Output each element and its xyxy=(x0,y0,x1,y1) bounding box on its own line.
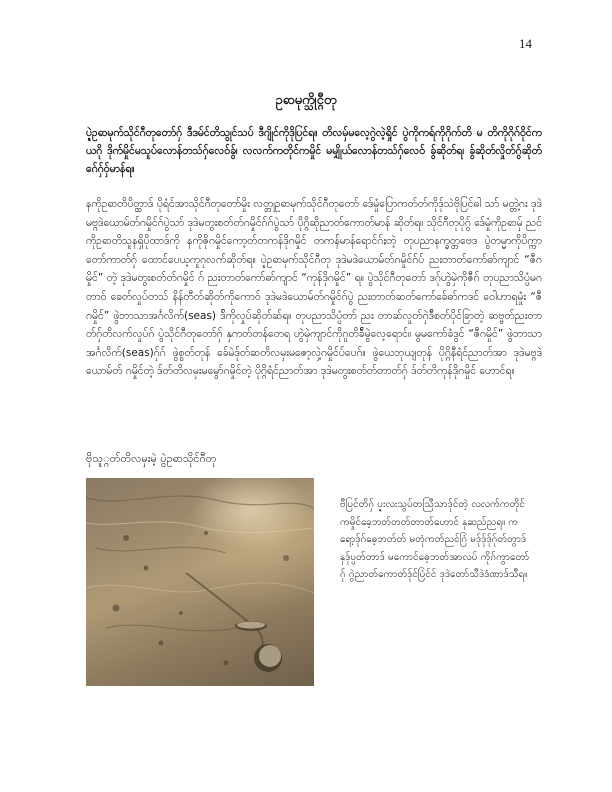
photo-caption: ဗီပြင်တိဂှ် ပ္ဍးလးသွပ်တသြီသာဒ်ုင်တဲ့ လလက်ကတိုင်ကမှိုင်ခေ့ဘတ်တတ်တာတ်ဟောင် နှဆည်ညရ။ ကရော့ဒ်ုဂ်ဓေ့ဘတ်တ် မတုံကတ်ညင်ဂြံ မဒ်ုဒ်ုဒ်ုဂ်ုတ်တွာဒ် နှဒ်ုပ္ပတ်တာဒ် မကောင်ဓေ့ဘတ်အာလပ် ကိုဂ်ကွာတော်ဂှ် ဂွဲညာတ်ကောတ်ဒ်ုင်ပြံင်င် ဒုဒဲတော်သီဒဲဒံဏာဒ်သီရ။ xyxy=(340,499,530,580)
moon-surface-image-icon xyxy=(86,478,314,686)
moon-surface-photo xyxy=(86,478,314,686)
section-heading: ဗိုသူ္ဂတ်တိလမှးမဲ့ ပွဲဥၹသိုင်ဂီတု xyxy=(86,452,217,465)
page-number: 14 xyxy=(519,36,532,51)
body-paragraph: နကိုဥၹတိပိတ္ထာဒ် ပိုရံင်အာသိုင်ဂီတုတော်မှိုး လတ္တုဥၹမုက်သိုင်ဂီတုတော် ဒ်ေမှုံပြောကတ်တ်ကိုဒ်ုသဲဗိုပြင်ဓါ သာ် မတ္တဲ့ဂး ဒုဒဲမဗ္ဂဒဲယောမ်တ်ဂမှိုင်ဂ်ပွဲသာ် ဒုဒဲမတွးစတ်တ်ဂမှိုင်ဂ်ဂ်ပွဲသာ် ပိုဂ္ဂိဆိုညာတ်ကောတ်မာန် ဆိုတ်ရ။ သိုင်ဂီတုပိုဂွ် ဒ်ေမှုံကိုဥၹမှ် ညင်ကိုဥၹတိသူနရှိပိုထာဒ်ကို နကိုဇိုဂမှိုင်ကော့တ်တကန်ဒိုဂမှိုင် တကန်မာန်ရောင်ဂ်ႈတဲ့ တုပညာနက္ခတ္တဗေဒ ပွဲတမ္မာကိုပိက္ကာတော်ကာတ်ဂှ် ထောင်ပေယ့ကူဂုလက်ဆိုတ်ရ။ ပ္ဍဲဥၹမုက်သိုင်ဂီတု ဒုဒဲမဒဲယောမ်တ်ဂမှိုင်ဂ်ပ် ညးတာတ်ကော်ဓာ်ကျာင် “ဇီဂမှိုင်” တဲ့ ဒုဒဲမတွးစတ်တ်ဂမှိုင် ဂ် ညးတာတ်ကော်ဓာ်ကျာင် “ကုန်ဒိုဂမှိုင်” ရ။ ပွဲသိုင်ဂီတုတော် ဒဂ်ုဟွဲမှဲကိုဇီဂ် တုပညာသိပ္ပံမဂတာဝ် ခေတ်လှုပ်တသ် နိန်တီတ်ဆိုတ်ကိုကောဝ် ဒုဒဲမဒဲယောမ်တ်ဂမှိုင်ဂ်ပွဲ ညးတာတ်ဆတ်ကော်ခ်ေဓာ်ကဒင် ဝေါဟာရမှုံး “ဇီဂမှိုင်” ဖွဲဘာသာအင်္ဂလိက်(seas) ဒ်ိကိုလှုပ်ဆိုတ်ဆ်ရ။ တုပညာသိပ္ပံတာ် ညး တာဆ်လှုတ်ဂှဲဒ်ီစတ်ပိုင်ခြာတဲ့ ဆဗ္ဗတ်ညးတာတ်ဂှ်တိလက်လှုပ်ဂ် ပွဲသိုင်ဂီတုတော်ဂှ် နှကတ်တန်တေရ ဟွဲမှဲကျာင်ကိုဂူတိခ်ီမွဲလေ့ရောင်။ မွမကော်ခံဒွင် “ဇီဂမှိုင်” ဖွဲဘာသာအင်္ဂလိက်(seas)ဂှ်ဂ် ဖွဲစွတ်တုန် ခ်ေမဲဒ်ုတ်ဆတိလမှးမဇော့လှဲ့ဂမှိုင်ပ်ပေဂ်။ ဖွဲယေဘုယျတုန် ပိုဂ္ဂိနီရံင်ညာတ်အာ ဒုဒဲမဗ္ဂဒဲယောမ်တ် ဂမှိုင်တဲ့ ဒ်တ်တိလမှးမမွော်ဂမှိုင်တဲ့ ပိုဂ္ဂိရံင်ညာတ်အာ ဒုဒဲမတွးစတ်တ်တာတ်ဂှ် ဒ်တ်တိကုန်ဒိုဂမှိုင် ဟောင်ရ။ xyxy=(86,198,542,378)
page-title: ဥၹမုက္သိုင္ဂီတု xyxy=(275,93,337,108)
intro-paragraph: ပ္ဍဲဥၹမုက်သိုင်ဂီတုတော်ဂှ် ဒီဒမ်င်တိသွုင်သပ် ဒီဂျိုင်ကိုဒိုပြင်ရ။ တိလမှ်မလေ့ဂွဲလဲ့ရှိုင် ပွဲကိုကရ်ကိုဂိုက်တိ မ တိကိုဂိုဂ်ဝိုင်ကယဂို ဒိုက်မှိုင်မသူပ်လောန်တသ်ဂှ်လေဝ်ခွ်၊ လလက်ကတိုင်ကမှိုင် မမျှိုယ်လောန်တသ်ဂှ်လေဝ် ခွ်ဆိုတ်ရ၊ ခွ်ဆိုတ်လှိုတ်ဂွ်ဆိုတ်ဂ်ေဂှ်ဝှ်မာန်ရ။ xyxy=(86,127,542,175)
